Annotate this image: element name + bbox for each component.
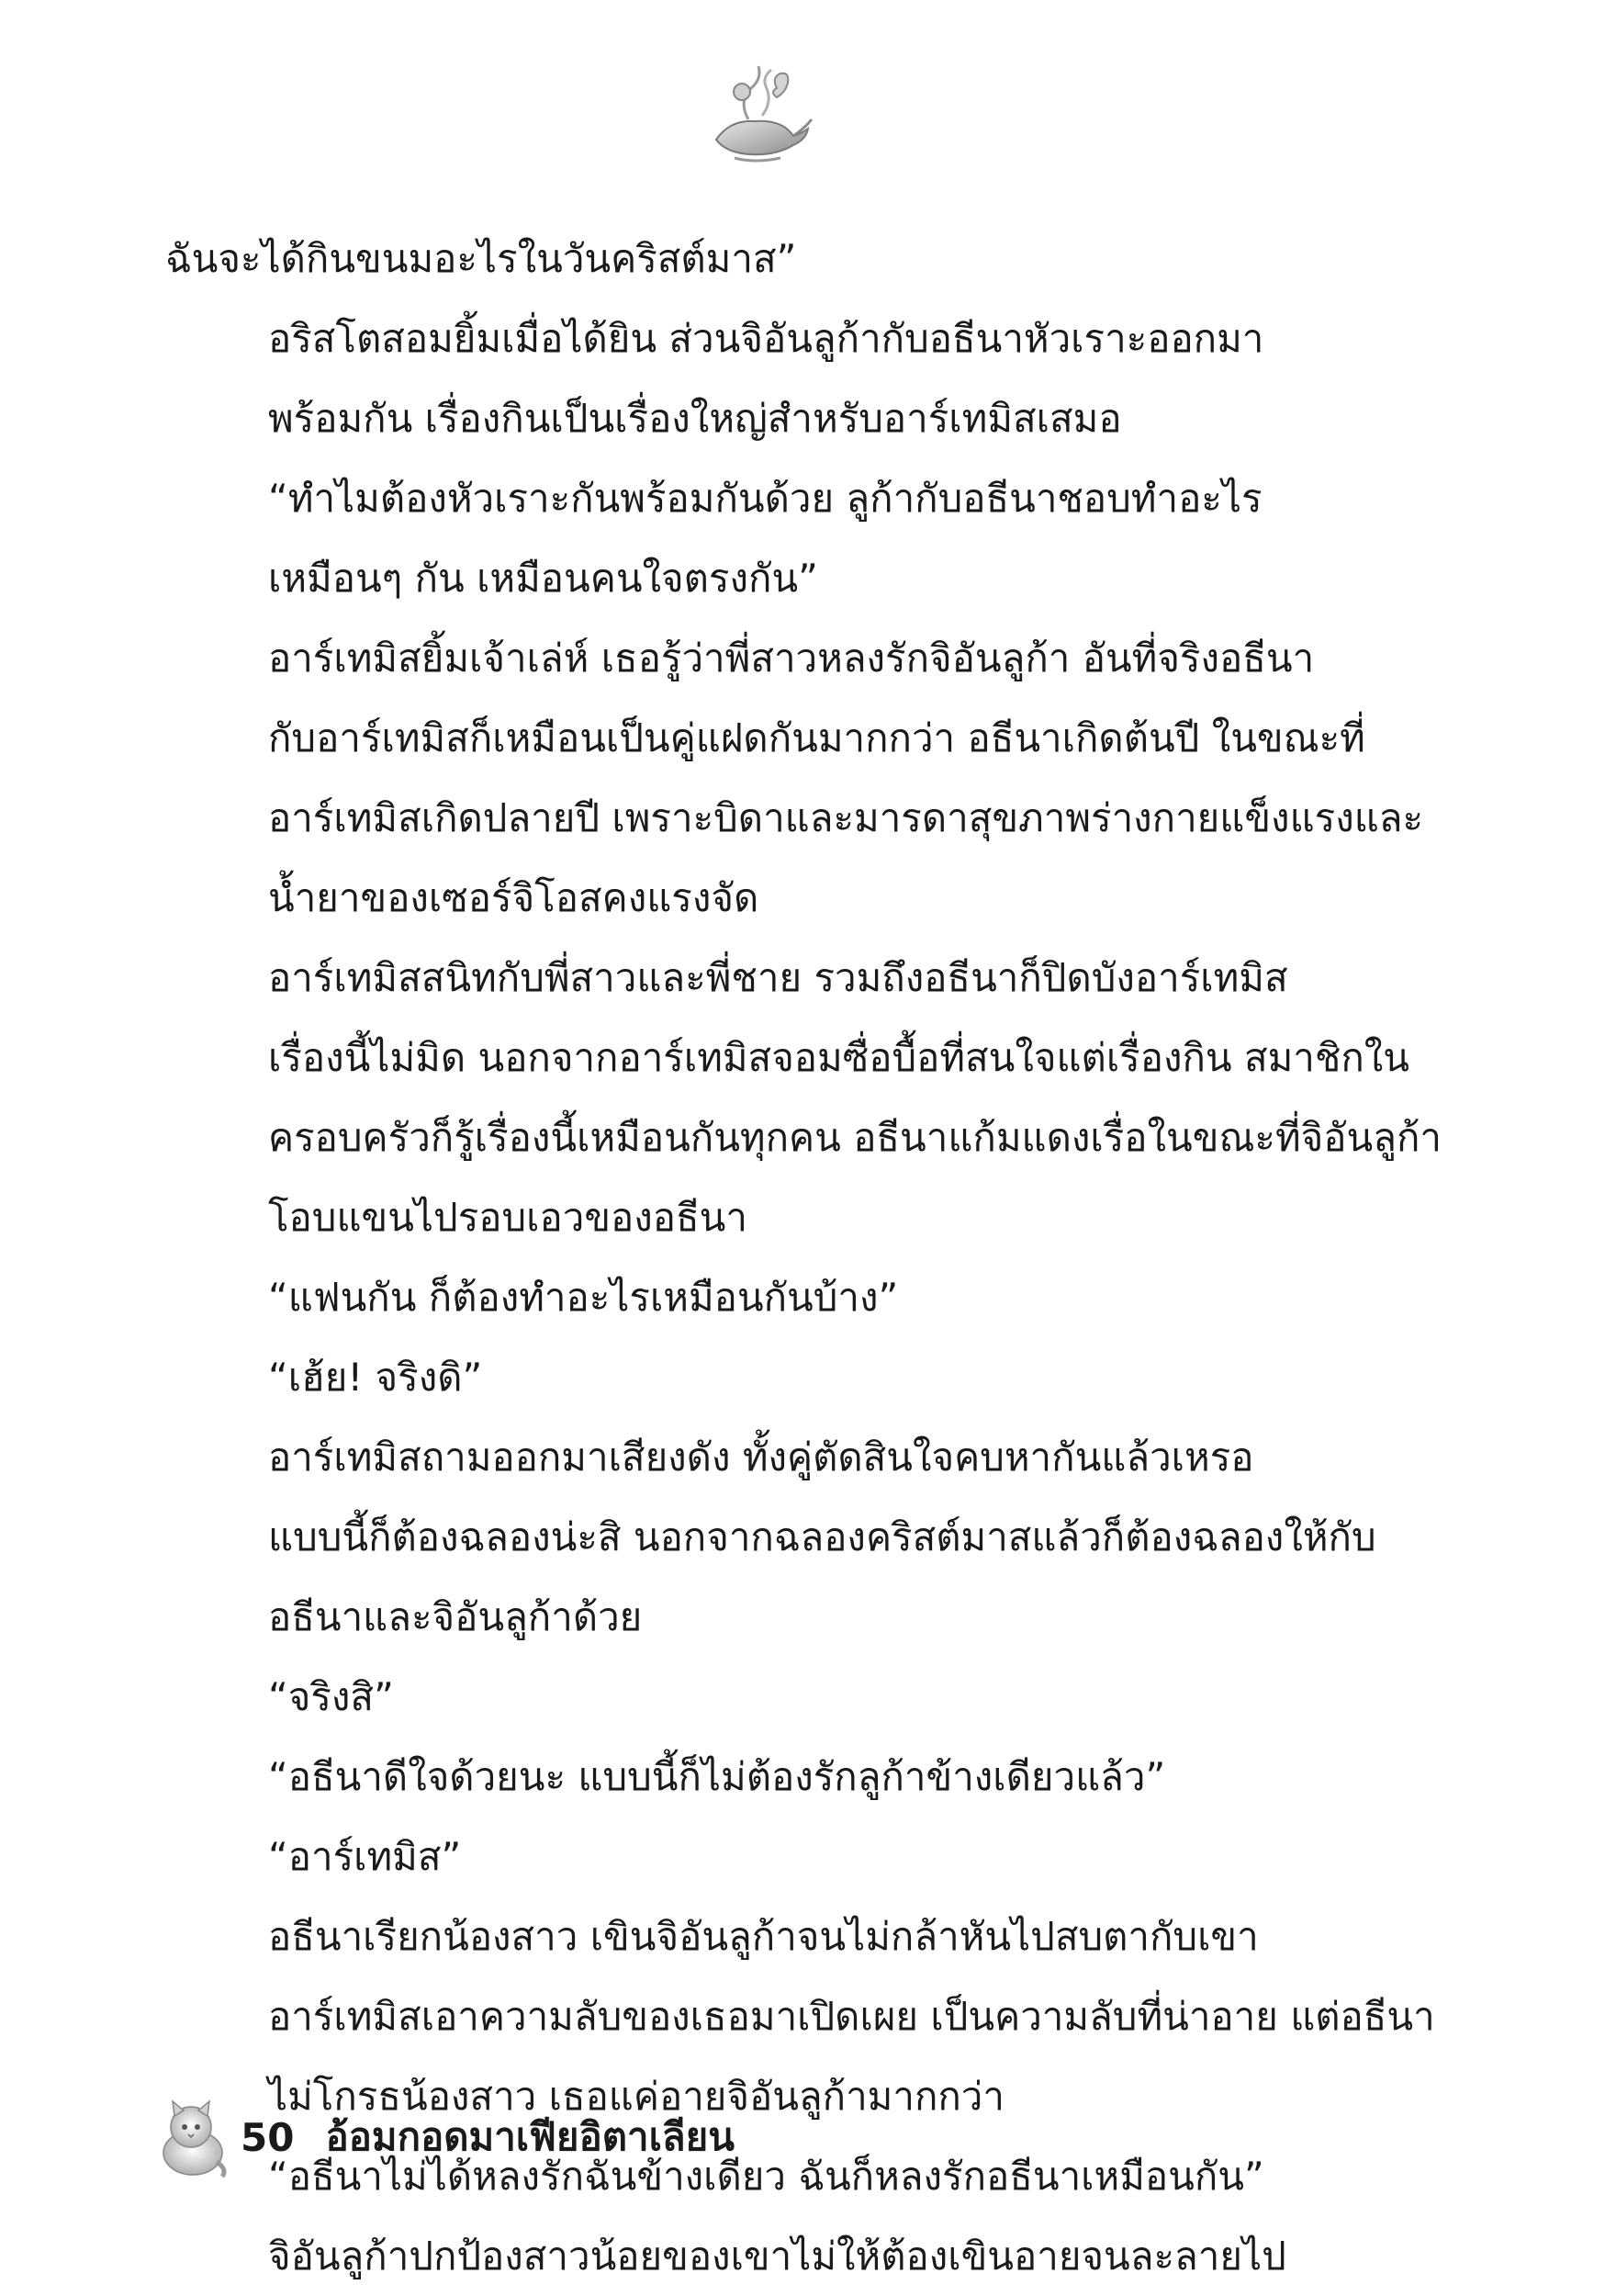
text-line: อาร์เทมิสยิ้มเจ้าเล่ห์ เธอรู้ว่าพี่สาวหลงรักจิอันลูก้า อันที่จริงอธีนา <box>268 636 1315 681</box>
text-line: ฉันจะได้กินขนมอะไรในวันคริสต์มาส” <box>165 236 797 281</box>
text-line: กับอาร์เทมิสก็เหมือนเป็นคู่แฝดกันมากกว่า อธีนาเกิดต้นปี ในขณะที่ <box>268 715 1365 760</box>
page-number: 50 <box>241 2114 295 2160</box>
text-line: “แฟนกัน ก็ต้องทำอะไรเหมือนกันบ้าง” <box>268 1275 899 1320</box>
paragraph <box>165 1737 1359 1817</box>
text-line: น้ำยาของเซอร์จิโอสคงแรงจัด <box>268 875 759 920</box>
text-line: อาร์เทมิสสนิทกับพี่สาวและพี่ชาย รวมถึงอธีนาก็ปิดบังอาร์เทมิส <box>268 955 1288 1000</box>
paragraph <box>165 1657 1359 1737</box>
paragraph <box>165 298 1359 458</box>
paragraph <box>165 938 1442 1257</box>
text-line: อาร์เทมิสถามออกมาเสียงดัง ทั้งคู่ตัดสินใจคบหากันแล้วเหรอ <box>268 1435 1254 1480</box>
text-line: อธีนาและจิอันลูก้าด้วย <box>268 1594 643 1639</box>
text-line: แบบนี้ก็ต้องฉลองน่ะสิ นอกจากฉลองคริสต์มาสแล้วก็ต้องฉลองให้กับ <box>268 1514 1376 1559</box>
teapot-ornament-icon <box>698 55 817 165</box>
page-footer <box>158 2087 735 2188</box>
body-text <box>165 219 1442 2296</box>
text-line: อาร์เทมิสเอาความลับของเธอมาเปิดเผย เป็นความลับที่น่าอาย แต่อธีนา <box>268 1994 1435 2039</box>
book-title: อ้อมกอดมาเฟียอิตาเลียน <box>325 2114 735 2159</box>
paragraph <box>165 2216 1359 2296</box>
paragraph <box>165 618 1424 938</box>
text-line: “ทำไมต้องหัวเราะกันพร้อมกันด้วย ลูก้ากับอธีนาชอบทำอะไร <box>268 476 1263 521</box>
text-line: เหมือนๆ กัน เหมือนคนใจตรงกัน” <box>268 556 818 601</box>
text-line: อริสโตสอมยิ้มเมื่อได้ยิน ส่วนจิอันลูก้ากับอธีนาหัวเราะออกมา <box>268 316 1264 361</box>
text-line: “เฮ้ย! จริงดิ” <box>268 1355 483 1400</box>
text-line: อธีนาเรียกน้องสาว เขินจิอันลูก้าจนไม่กล้าหันไปสบตากับเขา <box>268 1914 1259 1959</box>
paragraph <box>165 1817 1359 1896</box>
text-line: “อธีนาดีใจด้วยนะ แบบนี้ก็ไม่ต้องรักลูก้าข้างเดียวแล้ว” <box>268 1754 1166 1799</box>
text-line: จิอันลูก้าปกป้องสาวน้อยของเขาไม่ให้ต้องเขินอายจนละลายไป <box>268 2234 1286 2279</box>
text-line: ไม่โกรธน้องสาว เธอแค่อายจิอันลูก้ามากกว่า <box>268 2074 1005 2119</box>
text-line: “อาร์เทมิส” <box>268 1834 462 1879</box>
text-line: “อธีนาไม่ได้หลงรักฉันข้างเดียว ฉันก็หลงรักอธีนาเหมือนกัน” <box>268 2154 1264 2199</box>
paragraph <box>165 1417 1376 1657</box>
paragraph <box>165 1257 1359 1337</box>
text-line: “จริงสิ” <box>268 1674 394 1719</box>
paragraph <box>165 458 1359 618</box>
text-line: ครอบครัวก็รู้เรื่องนี้เหมือนกันทุกคน อธีนาแก้มแดงเรื่อในขณะที่จิอันลูก้า <box>268 1115 1442 1160</box>
paragraph <box>165 219 1359 298</box>
text-line: พร้อมกัน เรื่องกินเป็นเรื่องใหญ่สำหรับอาร์เทมิสเสมอ <box>268 396 1122 441</box>
text-line: อาร์เทมิสเกิดปลายปี เพราะบิดาและมารดาสุขภาพร่างกายแข็งแรงและ <box>268 795 1424 840</box>
text-line: เรื่องนี้ไม่มิด นอกจากอาร์เทมิสจอมซื่อบื้อที่สนใจแต่เรื่องกิน สมาชิกใน <box>268 1035 1410 1080</box>
cat-icon <box>158 2096 228 2178</box>
paragraph <box>165 1337 1359 1417</box>
text-line: โอบแขนไปรอบเอวของอธีนา <box>268 1195 747 1240</box>
